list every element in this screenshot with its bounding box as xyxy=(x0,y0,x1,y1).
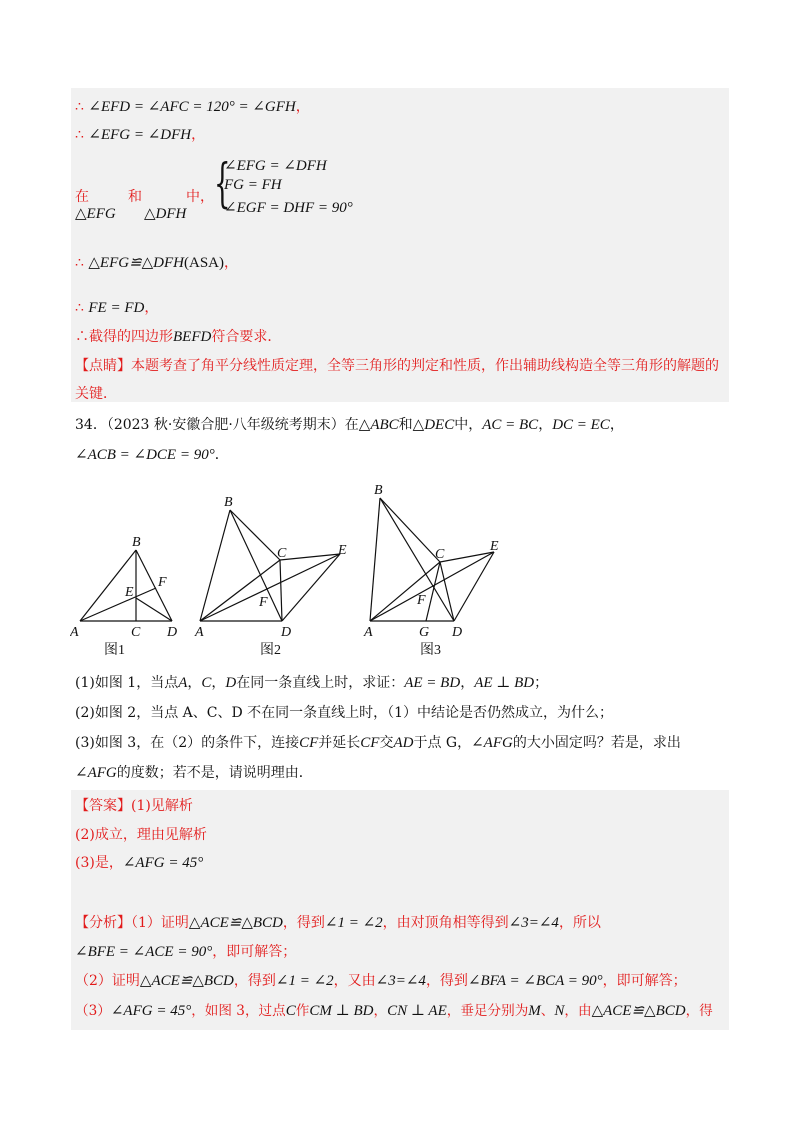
problem-line-2: ∠ACB = ∠DCE = 90°． xyxy=(75,447,229,463)
fig3-line-cg xyxy=(426,562,440,621)
fig3-label-a: A xyxy=(364,625,373,640)
figure-captions xyxy=(104,642,441,658)
fig3-line-ae xyxy=(370,552,494,621)
brace: { xyxy=(214,154,231,214)
solution-line-3-t2: △DFH xyxy=(144,206,187,222)
analysis-line-2: ∠BFE = ∠ACE = 90°，即可解答； xyxy=(75,944,297,960)
geometry-figures xyxy=(70,478,510,658)
dianjing-line-2: 关键． xyxy=(75,386,117,402)
fig2-line-ce xyxy=(280,554,340,560)
question-2: (2)如图 2，当点 A、C、D 不在同一条直线上时，（1）中结论是否仍然成立，为什么； xyxy=(75,705,614,721)
analysis-line-4: （3）∠AFG = 45°，如图 3，过点C作CM ⊥ BD，CN ⊥ AE，垂足分别为M、N，由△ACE≌△BCD，得 xyxy=(75,1003,713,1019)
fig1-label-a: A xyxy=(70,625,79,640)
fig3-label-e: E xyxy=(490,539,499,554)
fig2-label-b: B xyxy=(224,495,233,510)
solution-line-3-zai: 在 xyxy=(75,189,89,205)
fig2-line-bc xyxy=(230,510,280,560)
question-3-line-1: (3)如图 3，在（2）的条件下，连接CF并延长CF交AD于点 G，∠AFG的大小固定吗？若是，求出 xyxy=(75,735,681,751)
answer-line-2: (2)成立，理由见解析 xyxy=(75,827,207,843)
fig3-label-b: B xyxy=(374,483,383,498)
math-expr: FE = FD xyxy=(88,300,145,316)
fig3-line-bc xyxy=(380,498,440,562)
fig1-label-c: C xyxy=(131,625,141,640)
problem-line-1: 34．（2023 秋·安徽合肥·八年级统考期末）在△ABC和△DEC中，AC = BC，DC = EC， xyxy=(75,417,624,433)
fig1-label-d: D xyxy=(167,625,178,640)
fig3-caption: 图3 xyxy=(420,643,441,658)
solution-line-3-he: 和 xyxy=(128,189,142,205)
fig3-label-g: G xyxy=(419,625,430,640)
fig3-label-d: D xyxy=(452,625,463,640)
fig2-label-c: C xyxy=(277,546,287,561)
math-expr: BEFD xyxy=(173,329,212,345)
fig1-label-e: E xyxy=(125,585,134,600)
figure-2 xyxy=(200,510,340,621)
math-expr: ∠EFD = ∠AFC = 120° = ∠GFH xyxy=(88,99,296,115)
solution-line-3-zhong: 中， xyxy=(186,189,214,205)
fig3-label-c: C xyxy=(435,547,445,562)
question-1: (1)如图 1，当点A，C，D在同一条直线上时，求证：AE = BD，AE ⊥ BD； xyxy=(75,675,549,691)
fig2-line-de xyxy=(282,554,340,621)
fig2-line-ab xyxy=(200,510,230,621)
fig2-label-e: E xyxy=(338,543,347,558)
solution-line-2: ∴ ∠EFG = ∠DFH， xyxy=(75,127,206,143)
system-row-3: ∠EGF = DHF = 90° xyxy=(224,200,353,216)
solution-line-4: ∴ △EFG≌△DFH(ASA)， xyxy=(75,255,238,271)
answer-line-1: 【答案】(1)见解析 xyxy=(75,798,193,814)
fig1-line-bd xyxy=(136,550,172,621)
analysis-line-1: 【分析】（1）证明△ACE≌△BCD，得到∠1 = ∠2，由对顶角相等得到∠3=∠4，所以 xyxy=(75,915,601,931)
answer-line-3: (3)是，∠AFG = 45° xyxy=(75,855,204,871)
fig2-line-ae xyxy=(200,554,340,621)
solution-line-5: ∴ FE = FD， xyxy=(75,300,159,316)
question-3-line-2: ∠AFG的度数；若不是，请说明理由． xyxy=(75,765,313,781)
math-expr: △EFG≌△DFH xyxy=(88,255,184,271)
analysis-line-3: （2）证明△ACE≌△BCD，得到∠1 = ∠2，又由∠3=∠4，得到∠BFA = ∠BCA = 90°，即可解答； xyxy=(75,973,687,989)
fig1-label-f: F xyxy=(158,575,167,590)
fig3-line-ab xyxy=(370,498,380,621)
figure-labels xyxy=(70,483,499,640)
solution-line-3-t1: △EFG xyxy=(75,206,116,222)
system-row-2: FG = FH xyxy=(224,177,282,193)
fig2-caption: 图2 xyxy=(260,643,281,658)
fig3-line-de xyxy=(454,552,494,621)
fig2-label-f: F xyxy=(259,595,268,610)
fig1-caption: 图1 xyxy=(104,643,125,658)
dianjing-line-1: 【点睛】本题考查了角平分线性质定理，全等三角形的判定和性质，作出辅助线构造全等三角形的解题的 xyxy=(75,358,719,374)
math-expr: ∠EFG = ∠DFH xyxy=(88,127,192,143)
solution-line-1: ∴ ∠EFD = ∠AFC = 120° = ∠GFH， xyxy=(75,99,310,115)
system-row-1: ∠EFG = ∠DFH xyxy=(224,158,327,174)
fig1-line-ae xyxy=(80,588,156,621)
fig3-line-ac xyxy=(370,562,440,621)
fig1-label-b: B xyxy=(132,535,141,550)
fig2-line-cd xyxy=(280,560,282,621)
fig2-label-a: A xyxy=(195,625,204,640)
fig3-label-f: F xyxy=(417,593,426,608)
fig3-line-cd xyxy=(440,562,454,621)
fig2-label-d: D xyxy=(281,625,292,640)
solution-line-6: ∴截得的四边形BEFD符合要求． xyxy=(75,329,282,345)
fig2-line-bd xyxy=(230,510,282,621)
figure-3 xyxy=(370,498,494,621)
